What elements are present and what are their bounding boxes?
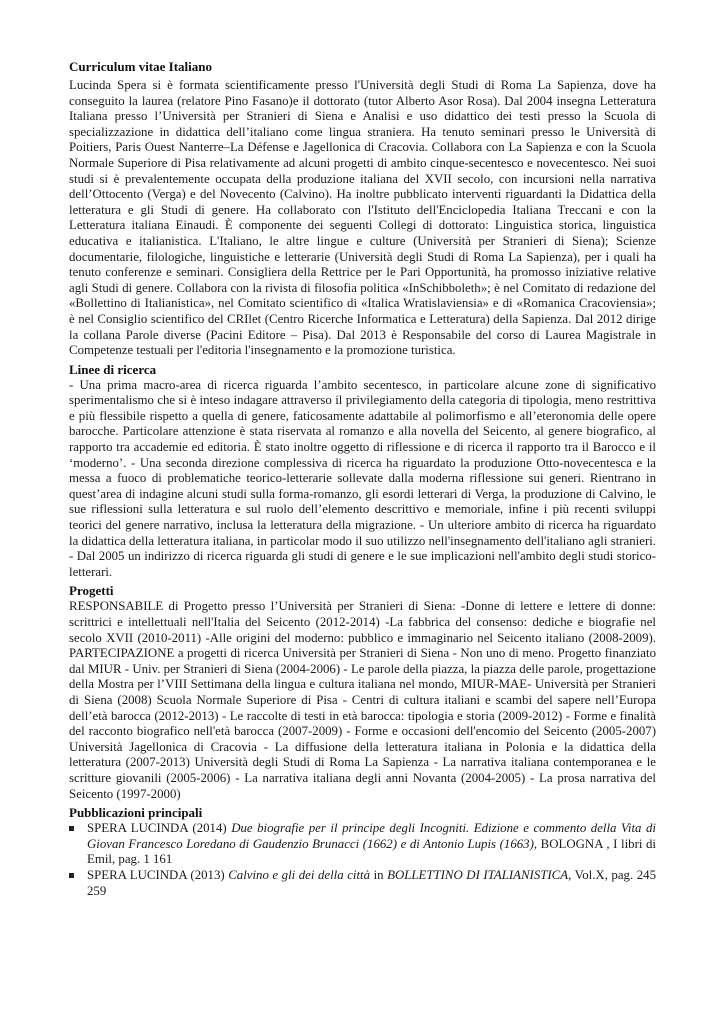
publications-heading: Pubblicazioni principali — [69, 805, 203, 821]
projects-paragraph: RESPONSABILE di Progetto presso l’Università per Stranieri di Siena: -Donne di lettere e lettere di donne: scrittrici e intellettuali nell'Italia del Seicento (2012-2014) -La fabbrica del consenso: dediche e biografie nel secolo XVII (2010-2011) -Alle origini del moderno: pubblico e immaginario nel Seicento italiano (2008-2009). PARTECIPAZIONE a progetti di ricerca Università per Stranieri di Siena - Non uno di meno. Progetto finanziato dal MIUR - Univ. per Stranieri di Siena (2004-2006) - Le parole della piazza, la piazza delle parole, progettazione della Mostra per l’VIII Settimana della lingua e cultura italiana nel mondo, MIUR-MAE- Università per Stranieri di Siena (2008) Scuola Normale Superiore di Pisa - Centri di cultura italiani e scambi del sapere nell’Europa dell’età barocca (2012-2013) - Le raccolte di testi in età barocca: tipologia e storia (2009-2012) - Forme e finalità del racconto biografico nell'età barocca (2007-2009) - Forme e occasioni dell'encomio del Seicento (2005-2007) Università Jagellonica di Cracovia - La diffusione della letteratura italiana in Polonia e la didattica della letteratura (2007-2013) Università degli Studi di Roma La Sapienza - La narrativa italiana contemporanea e le scritture giovanili (2005-2006) - La narrativa italiana degli anni Novanta (2004-2005) - La prosa narrativa del Seicento (1997-2000) — [69, 599, 656, 801]
publication-journal: BOLLETTINO DI ITALIANISTICA — [387, 867, 569, 882]
document-page — [69, 53, 656, 899]
publication-title: Calvino e gli dei della città — [228, 867, 371, 882]
publication-details: , BOLOGNA , I libri di Emil, pag. 1 161 — [87, 836, 656, 867]
square-bullet-icon — [69, 873, 74, 878]
cv-heading: Curriculum vitae Italiano — [69, 59, 212, 74]
publication-details: , Vol.X, pag. 245 259 — [87, 867, 656, 898]
publication-title: Due biografie per il principe degli Incogniti. Edizione e commento della Vita di Giovan Francesco Loredano di Gaudenzio Brunacci (1662) e di Antonio Lupis (1663) — [87, 821, 656, 851]
publication-item — [69, 868, 656, 899]
research-heading: Linee di ricerca — [69, 361, 157, 377]
publication-connector: in — [370, 867, 388, 882]
publication-author: SPERA LUCINDA (2013) — [87, 867, 229, 882]
research-paragraph: - Una prima macro-area di ricerca riguarda l’ambito secentesco, in particolare alcune zone di significativo sperimentalismo che si è inteso indagare attraverso il privilegiamento della categoria di tipologia, meno restrittiva e più flessibile rispetto a quella di genere, faticosamente adattabile al polimorfismo e all’eteronomia delle opere barocche. Particolare attenzione è stata riservata al romanzo e alla novella del Seicento, al genere biografico, al rapporto tra accademie ed editoria. È stato inoltre oggetto di riflessione e di ricerca il rapporto tra il Barocco e il ‘moderno’. - Una seconda direzione complessiva di ricerca ha riguardato la produzione Otto-novecentesca e la messa a fuoco di problematiche teorico-letterarie sollevate dalla moderna riflessione sui generi. Rientrano in quest’area di indagine alcuni studi sulla forma-romanzo, gli esordi letterari di Verga, la produzione di Calvino, le sue riflessioni sulla letteratura e sul ruolo dell’elemento descrittivo e memoriale, infine i più recenti sviluppi teorici del genere narrativo, inclusa la letteratura della migrazione. - Un ulteriore ambito di ricerca ha riguardato la didattica della letteratura italiana, in particolar modo il suo utilizzo nell'insegnamento dell'italiano agli stranieri. - Dal 2005 un indirizzo di ricerca riguarda gli studi di genere e le sue implicazioni nell'ambito degli studi storico-letterari. — [69, 377, 656, 579]
publication-author: SPERA LUCINDA (2014) — [87, 821, 232, 836]
cv-paragraph: Lucinda Spera si è formata scientificamente presso l'Università degli Studi di Roma La Sapienza, dove ha conseguito la laurea (relatore Pino Fasano)e il dottorato (tutor Alberto Asor Rosa). Dal 2004 insegna Letteratura Italiana presso l’Università per Stranieri di Siena e Analisi e uso didattico dei testi presso la Scuola di specializzazione in didattica dell’italiano come lingua straniera. Ha tenuto seminari presso le Università di Poitiers, Paris Ouest Nanterre–La Défense e Jagellonica di Cracovia. Collabora con La Sapienza e con la Scuola Normale Superiore di Pisa relativamente ad alcuni progetti di ambito cinque-secentesco e novecentesco. Nei suoi studi si è prevalentemente occupata della produzione italiana del XVII secolo, con incursioni nella narrativa dell’Ottocento (Verga) e del Novecento (Calvino). Ha inoltre pubblicato interventi riguardanti la Didattica della letteratura e gli Studi di genere. Ha collaborato con l'Istituto dell'Enciclopedia Italiana Treccani e con la Letteratura italiana Einaudi. È componente dei seguenti Collegi di dottorato: Linguistica storica, linguistica educativa e italianistica. L'Italiano, le altre lingue e culture (Università per Stranieri di Siena); Scienze documentarie, filologiche, linguistiche e letterarie (Università degli Studi di Roma La Sapienza), per i quali ha tenuto conferenze e seminari. Consigliera della Rettrice per le Pari Opportunità, ha promosso iniziative relative agli Studi di genere. Collabora con la rivista di filosofia politica «InSchibboleth»; è nel Comitato di redazione del «Bollettino di Italianistica», nel Comitato scientifico di «Italica Wratislaviensia» e di «Romanica Cracoviensia»; è nel Consiglio scientifico del CRIlet (Centro Ricerche Informatica e Letteratura) della Sapienza. Dal 2012 dirige la collana Parole diverse (Pacini Editore – Pisa). Dal 2013 è Responsabile del corso di Laurea Magistrale in Competenze testuali per l'editoria l'insegnamento e la promozione turistica. — [69, 78, 656, 358]
publication-item — [69, 821, 656, 868]
projects-heading: Progetti — [69, 583, 114, 599]
publications-list — [69, 821, 656, 899]
square-bullet-icon — [69, 826, 74, 831]
